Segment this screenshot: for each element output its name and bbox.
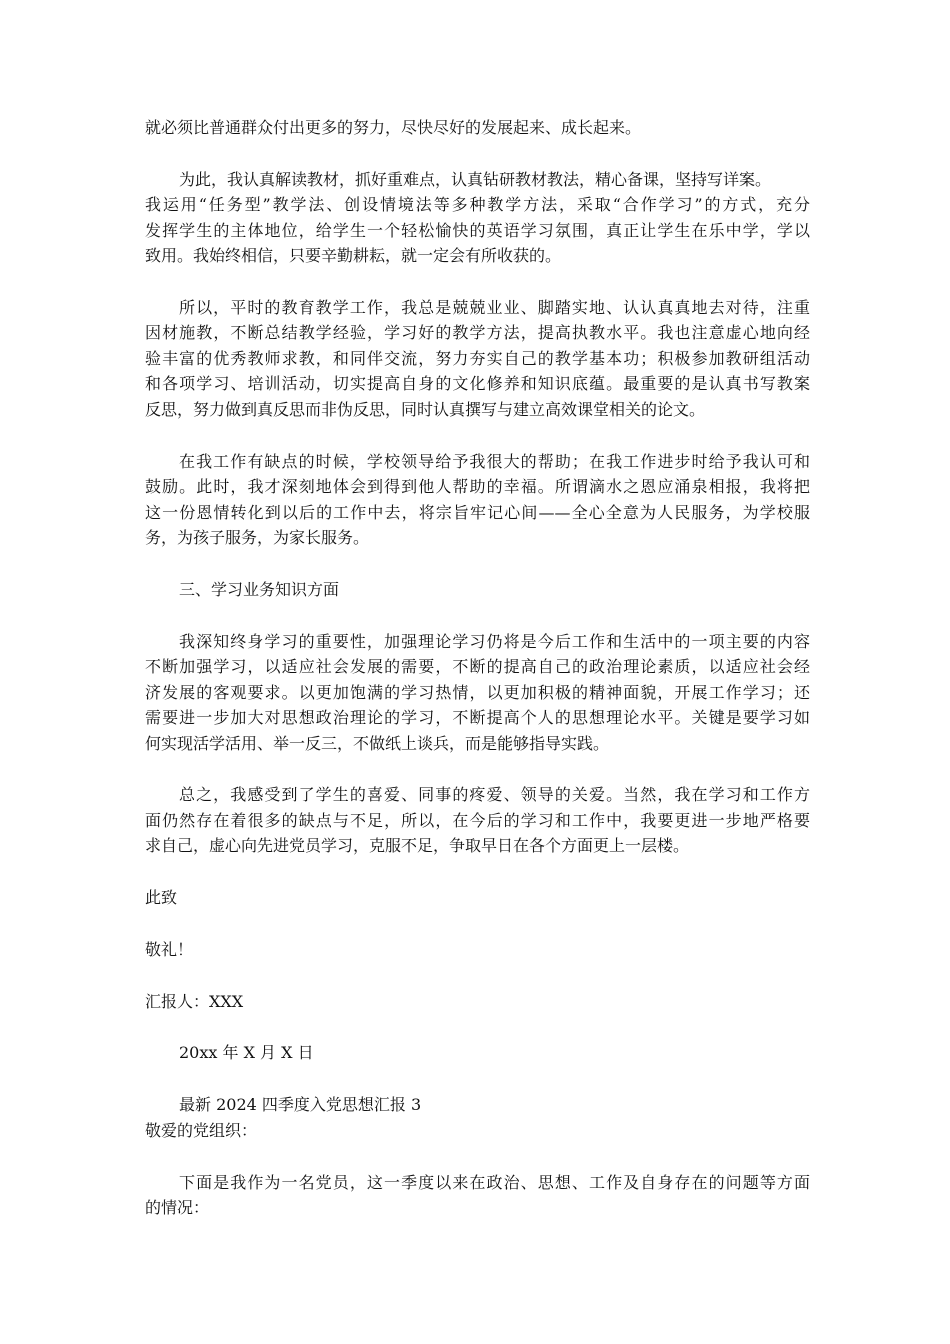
paragraph-line: 需要进一步加大对思想政治理论的学习，不断提高个人的思想理论水平。关键是要学习如 (145, 708, 810, 727)
paragraph-line: 就必须比普通群众付出更多的努力，尽快尽好的发展起来、成长起来。 (145, 118, 642, 137)
paragraph-line: 何实现活学活用、举一反三，不做纸上谈兵，而是能够指导实践。 (145, 734, 610, 753)
paragraph-line: 济发展的客观要求。以更加饱满的学习热情，以更加积极的精神面貌，开展工作学习；还 (145, 683, 810, 702)
paragraph-line: 求自己，虚心向先进党员学习，克服不足，争取早日在各个方面更上一层楼。 (145, 836, 690, 855)
report-date: 20xx 年 X 月 X 日 (179, 1043, 314, 1062)
reporter-signature: 汇报人：XXX (145, 992, 244, 1011)
paragraph-line: 因材施教，不断总结教学经验，学习好的教学方法，提高执教水平。我也注意虚心地向经 (145, 323, 810, 342)
paragraph-line: 下面是我作为一名党员，这一季度以来在政治、思想、工作及自身存在的问题等方面 (179, 1173, 810, 1192)
paragraph-line: 发挥学生的主体地位，给学生一个轻松愉快的英语学习氛围，真正让学生在乐中学，学以 (145, 221, 810, 240)
paragraph-line: 为此，我认真解读教材，抓好重难点，认真钻研教材教法，精心备课，坚持写详案。 (179, 170, 772, 189)
paragraph-line: 的情况： (145, 1198, 210, 1217)
paragraph-line: 鼓励。此时，我才深刻地体会到得到他人帮助的幸福。所谓滴水之恩应涌泉相报，我将把 (145, 477, 810, 496)
paragraph-line: 所以，平时的教育教学工作，我总是兢兢业业、脚踏实地、认认真真地去对待，注重 (179, 298, 810, 317)
paragraph-line: 我运用“任务型”教学法、创设情境法等多种教学方法，采取“合作学习”的方式，充分 (145, 195, 810, 214)
paragraph-line: 面仍然存在着很多的缺点与不足，所以，在今后的学习和工作中，我要更进一步地严格要 (145, 811, 810, 830)
paragraph-line: 总之，我感受到了学生的喜爱、同事的疼爱、领导的关爱。当然，我在学习和工作方 (179, 785, 810, 804)
closing-regards: 敬礼！ (145, 940, 194, 959)
paragraph-line: 我深知终身学习的重要性，加强理论学习仍将是今后工作和生活中的一项主要的内容 (179, 632, 810, 651)
paragraph-line: 致用。我始终相信，只要辛勤耕耘，就一定会有所收获的。 (145, 246, 562, 265)
section-heading: 三、学习业务知识方面 (179, 580, 340, 599)
paragraph-line: 在我工作有缺点的时候，学校领导给予我很大的帮助；在我工作进步时给予我认可和 (179, 452, 810, 471)
paragraph-line: 反思，努力做到真反思而非伪反思，同时认真撰写与建立高效课堂相关的论文。 (145, 400, 706, 419)
paragraph-line: 不断加强学习，以适应社会发展的需要，不断的提高自己的政治理论素质，以适应社会经 (145, 657, 810, 676)
next-section-greeting: 敬爱的党组织： (145, 1121, 258, 1140)
next-section-title: 最新 2024 四季度入党思想汇报 3 (179, 1095, 422, 1114)
paragraph-line: 务，为孩子服务，为家长服务。 (145, 528, 370, 547)
paragraph-line: 这一份恩情转化到以后的工作中去，将宗旨牢记心间——全心全意为人民服务，为学校服 (145, 503, 810, 522)
paragraph-line: 和各项学习、培训活动，切实提高自身的文化修养和知识底蕴。最重要的是认真书写教案 (145, 374, 810, 393)
closing-salutation: 此致 (145, 888, 178, 907)
paragraph-line: 验丰富的优秀教师求教，和同伴交流，努力夯实自己的教学基本功；积极参加教研组活动 (145, 349, 810, 368)
